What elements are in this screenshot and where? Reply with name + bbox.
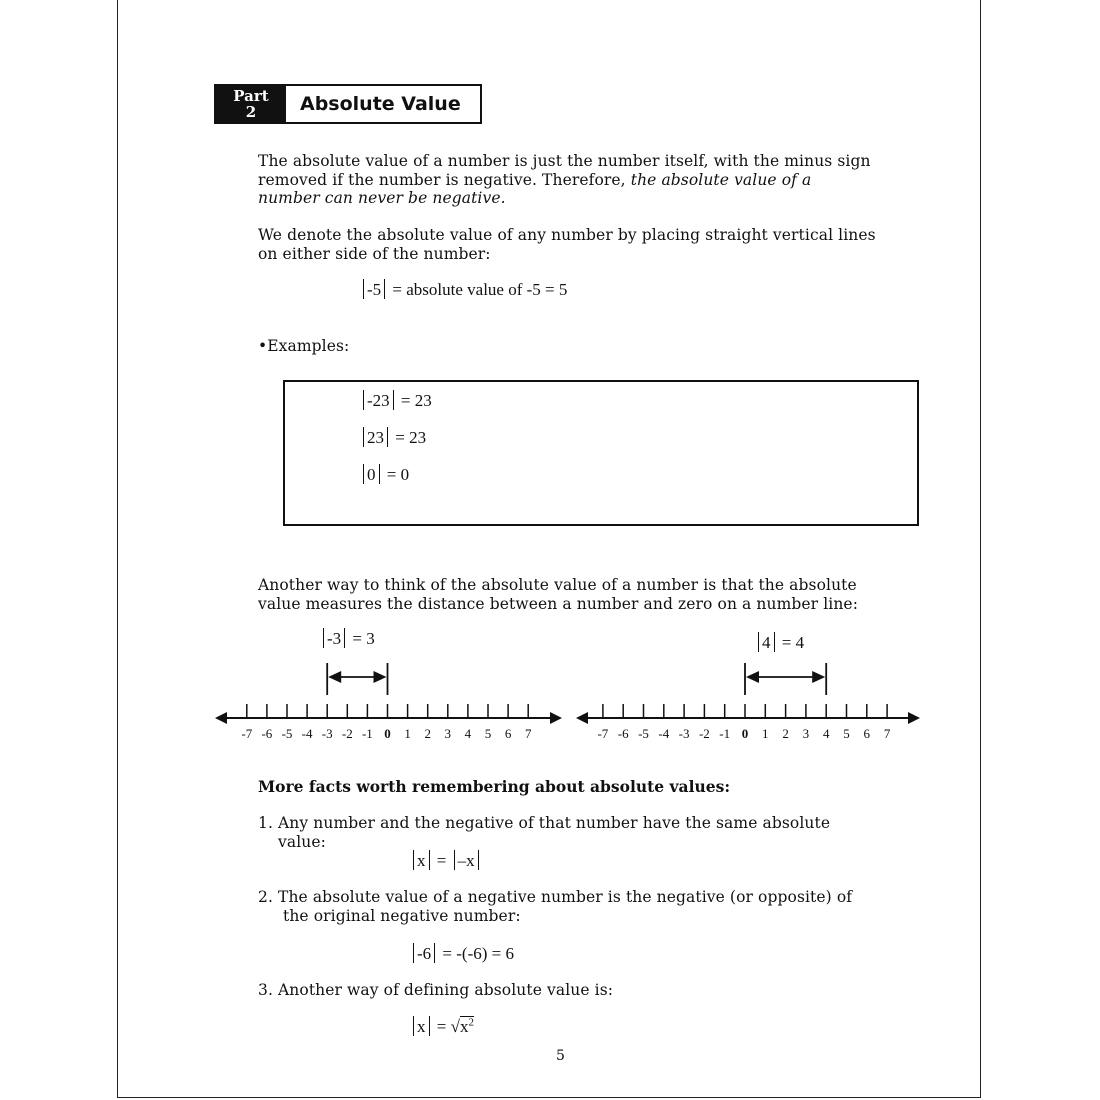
right-tick-label: 7: [883, 726, 891, 741]
right-tick-label: -2: [698, 726, 710, 741]
right-tick-label: 1: [762, 726, 769, 741]
definition-inside: -5: [367, 280, 382, 299]
fact-1: [258, 814, 958, 851]
fact-2-line-2: the original negative number:: [283, 906, 521, 925]
fact-1-formula: [410, 850, 482, 871]
intro-line-3: [258, 189, 958, 208]
intro-line-2: [258, 171, 958, 190]
right-tick-label: -5: [638, 726, 649, 741]
left-tick-label: 6: [504, 726, 512, 741]
left-tick-label: 0: [384, 726, 391, 741]
left-tick-label: 7: [524, 726, 532, 741]
notation-line-2: on either side of the number:: [258, 244, 491, 263]
fact-1-line-2: value:: [278, 832, 326, 851]
example-2: [360, 427, 426, 448]
fact-3-line-1: 3. Another way of defining absolute value is:: [258, 981, 614, 999]
left-tick-label: 4: [464, 726, 472, 741]
fact-1-x: x: [417, 851, 426, 870]
right-tick-label: 0: [741, 726, 749, 741]
intro-italic-b: number can never be negative.: [258, 189, 506, 207]
right-arrow-left-icon: [576, 712, 588, 724]
sqrt-icon: √: [450, 1017, 460, 1036]
left-arrow-right-icon: [550, 712, 562, 724]
left-tick-label: -7: [241, 726, 253, 741]
notation-line-1: We denote the absolute value of any number by placing straight vertical lines: [258, 226, 876, 244]
example-1-rest: = 23: [396, 391, 432, 410]
right-tick-label: -6: [617, 726, 629, 741]
right-tick-label: -4: [658, 726, 670, 741]
right-tick-label: -3: [678, 726, 690, 741]
right-tick-label: 6: [863, 726, 871, 741]
right-tick-label: -1: [719, 726, 731, 741]
part-number: 2: [245, 103, 257, 121]
fact-3-exponent: 2: [468, 1016, 474, 1029]
right-tick-label: 2: [782, 726, 789, 741]
left-tick-label: 1: [404, 726, 411, 741]
right-tick-label: -7: [597, 726, 609, 741]
fact-2-formula: [410, 943, 514, 964]
distance-line-1: Another way to think of the absolute value of a number is that the absolute: [258, 576, 857, 594]
definition-formula: [360, 279, 567, 300]
examples-label: •Examples:: [258, 337, 350, 355]
distance-paragraph: [258, 576, 958, 613]
part-label: Part: [233, 87, 269, 105]
fact-2-line-1: 2. The absolute value of a negative number is the negative (or opposite) of: [258, 888, 853, 906]
fact-2-inside: -6: [417, 944, 432, 963]
left-tick-label: 2: [424, 726, 431, 741]
right-distance-arrow-right-icon: [812, 671, 825, 683]
fact-1-line-1: 1. Any number and the negative of that number have the same absolute: [258, 814, 831, 832]
fact-2: [258, 888, 958, 925]
section-header: [214, 84, 482, 124]
section-title: Absolute Value: [300, 93, 461, 115]
intro-line-2-text: removed if the number is negative. Therefore,: [258, 170, 626, 189]
definition-rest: = absolute value of -5 = 5: [388, 280, 568, 299]
intro-paragraph: [258, 152, 958, 208]
right-tick-label: 3: [802, 726, 810, 741]
left-line-rest: = 3: [348, 629, 375, 648]
left-tick-label: -6: [261, 726, 273, 741]
right-line-rest: = 4: [777, 633, 805, 652]
facts-heading: More facts worth remembering about absolute values:: [258, 777, 731, 796]
fact-1-negx: –x: [457, 851, 475, 870]
left-tick-label: -4: [301, 726, 313, 741]
left-distance-arrow-left-icon: [328, 671, 341, 683]
right-line-inside: 4: [762, 633, 771, 652]
right-distance-arrow-left-icon: [746, 671, 759, 683]
right-tick-label: 4: [822, 726, 830, 741]
left-tick-label: -1: [361, 726, 373, 741]
left-tick-label: -2: [341, 726, 353, 741]
number-lines-figure: [0, 650, 1100, 750]
left-tick-label: 5: [484, 726, 492, 741]
example-3-rest: = 0: [382, 465, 410, 484]
fact-1-eq: =: [432, 851, 451, 870]
fact-3-x: x: [417, 1017, 426, 1036]
example-2-rest: = 23: [391, 428, 427, 447]
left-line-inside: -3: [327, 629, 342, 648]
example-1: [360, 390, 432, 411]
left-tick-label: -5: [281, 726, 293, 741]
page-number: 5: [556, 1048, 565, 1064]
fact-2-rest: = -(-6) = 6: [438, 944, 514, 963]
right-tick-label: 5: [843, 726, 850, 741]
fact-3-formula: [410, 1016, 474, 1037]
intro-line-1: The absolute value of a number is just the number itself, with the minus sign: [258, 152, 871, 170]
example-3-inside: 0: [367, 465, 376, 484]
fact-3-radicand: $x^2$: [459, 1016, 474, 1036]
distance-line-2: value measures the distance between a number and zero on a number line:: [258, 594, 859, 613]
example-2-inside: 23: [367, 428, 384, 447]
example-1-inside: -23: [367, 391, 390, 410]
left-tick-label: 3: [444, 726, 452, 741]
left-line-label: [320, 628, 375, 649]
example-3: [360, 464, 409, 485]
notation-paragraph: [258, 226, 958, 263]
left-tick-label: -3: [321, 726, 333, 741]
part-tag: [216, 86, 286, 122]
fact-3-eq: =: [432, 1017, 451, 1036]
right-arrow-right-icon: [908, 712, 920, 724]
left-distance-arrow-right-icon: [374, 671, 387, 683]
left-arrow-left-icon: [215, 712, 227, 724]
intro-italic-a: the absolute value of a: [630, 170, 812, 189]
